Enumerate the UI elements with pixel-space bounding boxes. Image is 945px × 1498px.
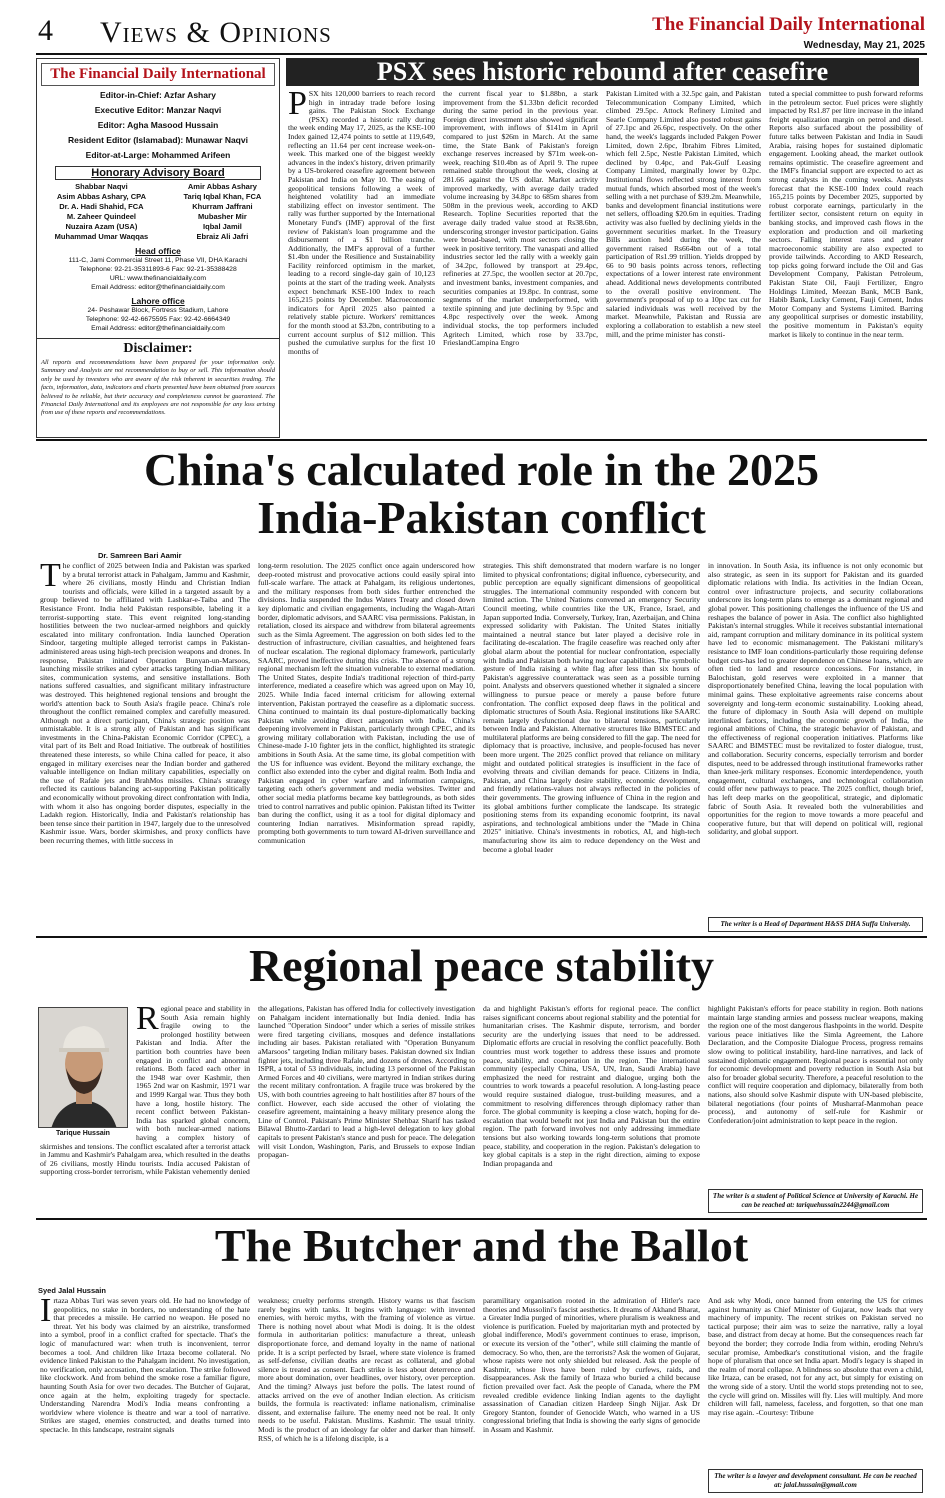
column-text: And ask why Modi, once banned from entering the US for crimes against humanity as Chief Minister of Gujarat, now leads that very machinery of impunity. The recent strikes on Pakistan served no tactical purpose; their aim was to seize the narrative, rally a loyal base, and distract from decay at home. But the consequences reach far beyond the border; they corrode India from within, eroding Nehru's secular promise, Ambedkar's constitutional vision, and the fragile hope of pluralism that once set India apart. Modi's legacy is shaped in the realm of moral collapse. A blindness so absolute that even a child, like Irtaza, can be erased, not for any act, but simply for existing on the wrong side of a story. Until the world stops pretending not to see, the cycle will grind on. Missiles will fly. Lies will multiply. And more children will fall, nameless, faceless, and forgotten, so that one man may rise again. -Courtesy: Tribune: [708, 1297, 923, 1417]
advisor-name: Muhammad Umar Waqqas: [54, 232, 149, 241]
column-text: da and highlight Pakistan's efforts for regional peace. The conflict raises significant concerns about regional stability and the potential for humanitarian crises. The Kashmir dispute, terrorism, and border security are the underlying issues that need to be addressed. Diplomatic efforts are crucial in resolving the conflict peacefully. Both countries must work together to address these issues and promote peace, stability, and cooperation in the region. The international community (especially China, USA, UN, Iran, Saudi Arabia) have emphasized the need for restraint and dialogue, urging both the countries to work towards a peaceful resolution. A long-lasting peace would require sustained dialogue, trust-building measures, and a commitment to resolving differences through diplomacy rather than force. The global community is keeping a close watch, hoping for de-escalation that would benefit not just India and Pakistan but the entire region. The path forward involves not only addressing immediate tensions but also working towards long-term solutions that promote peace, stability, and cooperation in the region. Pakistan's delegation to key global capitals is a step in the right direction, aiming to expose Indian propaganda and: [483, 1005, 700, 1168]
lahore-phone: Telephone: 92-42-6675595 Fax: 92-42-6664349: [85, 316, 231, 323]
masthead-title: The Financial Daily International: [41, 63, 275, 86]
editor-line: Editor: Agha Masood Hussain: [97, 120, 219, 130]
article-column: [254, 1297, 479, 1493]
editor-line: Executive Editor: Manzar Naqvi: [94, 105, 222, 115]
article-headline: Regional peace stability: [248, 940, 715, 991]
drop-cap: I: [40, 1297, 52, 1329]
advisor-name: Ebraiz Ali Jafri: [196, 232, 249, 241]
lead-article-body: [284, 90, 927, 436]
article-column: [704, 562, 927, 932]
article-column: [284, 90, 439, 436]
column-text: egional peace and stability in South Asia remain highly fragile owing to the prolonged hostility between Pakistan and India. After the partition both countries have been engaged in conflict and abnormal relations. Both faced each other in the 1948 war over Kashmir, then 1965 2nd war on Kashmir, 1971 war and 1999 Kargal war. Thus they both have a long, hostile history. The recent conflict between Pakistan-India has sparked global concern, with both nuclear-armed nations having a complex history of skirmishes and tensions. The conflict escalated after a terrorist attack in Jammu and Kashmir's Pahalgam area, which resulted in the deaths of 26 civilians, mostly Hindu tourists. India accused Pakistan of supporting cross-border terrorism, while Pakistan vehemently denied: [40, 1005, 250, 1177]
advisor-name: Mubasher Mir: [198, 212, 247, 221]
column-text: Pakistan Limited with a 32.5pc gain, and Pakistan Telecommunication Company Limited, which climbed 29.5pc. Attock Refinery Limited and Searle Company Limited also posted robust gains of 27.1pc and 26.6pc, respectively. On the other hand, the week's laggards included Pakgen Power Limited, down 2.6pc, Ibrahim Fibres Limited, which fell 2.5pc, Nestle Pakistan Limited, which declined by 0.4pc, and Pak-Gulf Leasing Company Limited, marginally lower by 0.2pc. Institutional flows reflected strong interest from mutual funds, which absorbed most of the week's selling with a net purchase of $39.2m. Meanwhile, banks and development financial institutions were net sellers, offloading $20.6m in equities. Trading activity was also fuelled by declining yields in the government securities market. In the Treasury Bills auction held during the week, the government raised Rs664bn out of a total participation of Rs1.99 trillion. Yields dropped by 66 to 90 basis points across tenors, reflecting expectations of a lower interest rate environment ahead. Additional news developments contributed to the overall positive environment. The government's proposal of up to a 10pc tax cut for salaried individuals was well received by the market. Meanwhile, Pakistan and Russia are exploring a collaboration to establish a new steel mill, and the prime minister has consti-: [606, 90, 761, 339]
article-column: [254, 1005, 479, 1213]
article-column: [479, 562, 704, 932]
article-body: [36, 1005, 927, 1213]
article-column: [36, 562, 254, 932]
editor-line: Editor-in-Chief: Azfar Ashary: [99, 90, 217, 100]
drop-cap: P: [288, 90, 307, 122]
article-column: [36, 1005, 254, 1213]
article-column: [439, 90, 602, 436]
author-note: The writer is a lawyer and development consultant. He can be reached at: jalal.hussain@gmail.com: [708, 1469, 923, 1493]
photo-spacer: [40, 1005, 136, 1141]
advisor-name: Nuzaira Azam (USA): [65, 222, 138, 231]
column-text: highlight Pakistan's efforts for peace stability in region. Both nations maintain large standing armies and possess nuclear weapons, making the region one of the most dangerous flashpoints in the world. Despite various peace initiatives like the Simla Agreement, the Lahore Declaration, and the Composite Dialogue Process, progress remains slow owing to political instability, hard-line narratives, and lack of sustained diplomatic engagement. Regional peace is essential not only for economic development and poverty reduction in South Asia but also for broader global security. Therefore, a peaceful resolution to the conflict will require cooperation and diplomacy, bilaterally from both nations, also should solve Kashmir dispute with UN-based plebiscite, bilateral negotiations (four points of Musharraf-Manmohan peace process), and autonomy of self-rule for Kashmir or Confederation/joint administration to kept peace in the region.: [708, 1005, 923, 1125]
article-body: [36, 1297, 927, 1493]
lahore-address: 24- Peshawar Block, Fortress Stadium, Lahore: [87, 307, 229, 314]
photo-caption: Tarique Hussain: [38, 1127, 128, 1139]
article-column: [765, 90, 927, 436]
column-text: rtaza Abbas Turi was seven years old. He had no knowledge of geopolitics, no stake in borders, no understanding of the hate that precedes a missile. He carried no weapon. He posed no threat. Yet his body was claimed by an airstrike, transformed into a symbol, proof in a conflict crafted for spectacle. That's the logic of manufactured war: when truth is inconvenient, terror becomes a tool. And children like Irtaza become collateral. No evidence linked Pakistan to the Pahalgam incident. No investigation, no verification, only accusation, then escalation. The strike followed like clockwork. And from behind the smoke rose a familiar figure, haunting South Asia for over two decades. The Butcher of Gujarat, once again at the helm, exploiting tragedy for spectacle. Understanding Narendra Modi's India means confronting a worldview where violence is theatre and war a tool of narrative. Strikes are staged, enemies constructed, and deaths turned into spectacle. In this landscape, restraint signals: [40, 1297, 250, 1434]
brand-name: The Financial Daily International: [652, 14, 925, 35]
advisory-column-left: [55, 182, 149, 242]
office-email[interactable]: Email Address: editor@thefinancialdaily.com: [91, 284, 225, 291]
author-note: The writer is a student of Political Science at University of Karachi. He can be reached at: tariquehussain2244@gmail.com: [708, 1189, 923, 1213]
article-column: [36, 1297, 254, 1493]
column-text: the allegations, Pakistan has offered India for collectively investigation on Pahalgam incident internationally but India denied. India has launched "Operation Sindoor" under which a series of missile strikes were fired targeting civilians, mosques and defence installations including air bases. Pakistan retaliated with "Operation Bunyanum aMarsoos" targeting Indian military bases. Pakistan downed six Indian fighter jets, including three Rafale, and dozens of drones. According to ISPR, a total of 53 individuals, including 13 personnel of the Pakistan Armed Forces and 40 civilians, were martyred in Indian strikes during the recent military confrontation. A fragile truce was brokered by the US, with both countries agreeing to halt hostilities after 87 hours of the conflict. However, each side accused the other of violating the ceasefire agreement, maintaining a heavy military presence along the Line of Control. Pakistan's Prime Minister Shehbaz Sharif has tasked Bilawal Bhutto-Zardari to lead a high-level delegation to key global capitals to present Pakistan's stance and push for peace. The delegation will visit London, Washington, Paris, and Brussels to expose Indian propagan-: [258, 1005, 475, 1160]
author-note: The writer is a Head of Department H&SS DHA Suffa University.: [708, 917, 923, 932]
headline-line: India-Pakistan conflict: [257, 492, 706, 544]
article-column: [602, 90, 765, 436]
article-headline: [36, 446, 927, 543]
article-column: [254, 562, 479, 932]
article-column: [479, 1005, 704, 1213]
page-header: [0, 0, 945, 56]
advisor-name: Shabbar Naqvi: [75, 182, 128, 191]
column-text: strategies. This shift demonstrated that modern warfare is no longer limited to physical confrontations; digital influence, cybersecurity, and public perception are equally significant dimensions of geopolitical struggles. The international community responded with concern but limited action. The United Nations convened an emergency Security Council meeting, while countries like the UK, France, Israel, and Japan supported India. Conversely, Turkey, Iran, Azerbaijan, and China expressed solidarity with Pakistan. The United States initially maintained a neutral stance but later played a decisive role in facilitating de-escalation. The fragile ceasefire was reached only after global alarm about the potential for nuclear confrontation, especially with India and Pakistan both having nuclear capabilities. The symbolic gesture of India raising a white flag after less than six hours of Pakistan's aggressive counterattack was seen as a possible turning point. Analysts and observers questioned whether it signaled a sincere willingness to pursue peace or merely a pause before future confrontation. The conflict exposed deep flaws in the political and diplomatic structures of South Asia. Regional institutions like SAARC remain largely dysfunctional due to bilateral tensions, particularly between India and Pakistan. Alternative structures like BIMSTEC and multilateral platforms are being considered to fill the gap. The need for diplomacy that is proactive, inclusive, and people-focused has never been more urgent. The 2025 conflict proved that reliance on military might and outdated political strategies is insufficient in the face of evolving threats and civilian demands for peace. Citizens in India, Pakistan, and China largely desire stability, economic development, and friendly relations-values not always reflected in the policies of their governments. The growing influence of China in the region and its global ambitions further complicate the landscape. Its strategic positioning stems from its expanding economic footprint, its naval aspirations, and technological ambitions under the "Made in China 2025" initiative. China's investments in robotics, AI, and high-tech manufacturing show its aim to reduce dependency on the West and become a global leader: [483, 562, 700, 854]
article-body: [36, 562, 927, 932]
column-text: tuted a special committee to push forward reforms in the petroleum sector. Fuel prices were slightly impacted by Rs1.87 per litre increase in the inland freight equalization margin on petrol and diesel. Reports also surfaced about the possibility of future talks between Pakistan and India in Saudi Arabia, raising hopes for sustained diplomatic engagement. Looking ahead, the market outlook remains optimistic. The ceasefire agreement and the IMF's financial support are expected to act as strong catalysts in the coming weeks. Analysts forecast that the KSE-100 Index could reach 165,215 points by December 2025, supported by robust corporate earnings, particularly in the fertilizer sector, consistent return on equity in banking stocks, and improved cash flows in the exploration and production and oil marketing sectors. Falling interest rates and greater macroeconomic stability are also expected to provide tailwinds. According to AKD Research, top picks going forward include the Oil and Gas Development Company, Pakistan Petroleum, Pakistan State Oil, Fauji Fertilizer, Engro Holdings Limited, Meezan Bank, MCB Bank, Habib Bank, Lucky Cement, Fauji Cement, Indus Motor Company and Systems Limited. Barring any geopolitical surprises or domestic instability, the positive momentum in Pakistan's equity market is likely to continue in the near term.: [769, 90, 923, 339]
column-text: the current fiscal year to $1.88bn, a stark improvement from the $1.33bn deficit recorded during the same period in the previous year. Foreign direct investment also showed significant improvement, with inflows of $141m in April compared to just $26m in March. At the same time, the State Bank of Pakistan's foreign exchange reserves increased by $71m week-on-week, reaching $10.4bn as of April 9. The rupee remained stable throughout the week, closing at 281.66 against the US dollar. Market activity improved markedly, with average daily traded volume increasing by 34.8pc to 685m shares from 508m in the previous week, according to AKD Research. Topline Securities reported that the average daily traded value stood at Rs38.6bn, underscoring stronger investor participation. Gains were broad-based, with most sectors closing the week in positive territory. The vanaspati and allied industries sector led the rally with a weekly gain of 34.2pc, followed by transport at 29.4pc, refineries at 27.5pc, the woollen sector at 20.7pc, and investment banks, investment companies, and securities companies at 19.8pc. In contrast, some segments of the market underperformed, with textile spinning and jute declining by 9.5pc and 4.8pc respectively over the week. Among individual stocks, the top performers included Agritech Limited, which rose by 33.7pc, FrieslandCampina Engro: [443, 90, 598, 348]
office-url[interactable]: URL: www.thefinancialdaily.com: [109, 275, 207, 282]
office-phone: Telephone: 92-21-35311893-6 Fax: 92-21-35388428: [79, 266, 237, 273]
office-address: 111-C, Jami Commercial Street 11, Phase VII, DHA Karachi: [68, 257, 248, 264]
section-divider: [36, 936, 927, 938]
lead-headline: PSX sees historic rebound after ceasefire: [286, 58, 919, 86]
column-text: long-term resolution. The 2025 conflict once again underscored how deep-rooted mistrust and provocative actions could easily spiral into full-scale warfare. The attack at Pahalgam, its religious undertones, and the military responses from both sides further entrenched the divisions. India suspended the Indus Waters Treaty and closed down key diplomatic and civilian engagements, including the Wagah-Attari border, diplomatic advisors, and SAARC visa permissions. Pakistan, in retaliation, closed its airspace and withdrew from bilateral agreements such as the Simla Agreement. The aggression on both sides led to the destruction of infrastructure, civilian casualties, and heightened fears of nuclear escalation. The regional diplomacy framework, particularly SAARC, proved ineffective during this crisis. The absence of a strong regional mechanism left the situation vulnerable to external mediation. The United States, despite India's traditional rejection of third-party interference, mediated a ceasefire which was agreed upon on May 10, 2025. While India faced internal criticism for allowing external intervention, Pakistan portrayed the ceasefire as a diplomatic success. China continued to maintain its dual posture-diplomatically backing Pakistan while avoiding direct antagonism with India. China's deepening involvement in Pakistan, particularly through CPEC, and its growing military collaboration with Pakistan, including the use of Chinese-made J-10 fighter jets in the conflict, highlighted its strategic ambitions in South Asia. At the same time, its global competition with the US for influence was evident. Beyond the military exchange, the conflict also extended into the cyber and digital realm. Both India and Pakistan engaged in cyber warfare and information campaigns, targeting each other's government and media websites. Twitter and other social media platforms became key battlegrounds, as both sides tried to control narratives and public opinion. Pakistan lifted its Twitter ban during the conflict, using it as a tool for digital diplomacy and countering Indian narratives. Misinformation spread rapidly, prompting both governments to turn toward AI-driven surveillance and communication: [258, 562, 475, 845]
lahore-email[interactable]: Email Address: editor@thefinancialdaily.com: [91, 325, 225, 332]
header-rule: [36, 53, 927, 55]
article-column: [704, 1005, 927, 1213]
advisor-name: Amir Abbas Ashary: [187, 182, 257, 191]
lahore-office-title: Lahore office: [131, 296, 185, 306]
page-number: 4: [38, 14, 53, 47]
advisor-name: Iqbal Jamil: [203, 222, 242, 231]
issue-date: Wednesday, May 21, 2025: [803, 40, 925, 51]
disclaimer-title: Disclaimer:: [37, 338, 279, 357]
disclaimer-text: All reports and recommendations have been prepared for your information only. Summary and Analysis are not recommendation to buy or sell. This information should only be used by investors who are aware of the risk inherent in securities trading. The facts, information, data, indicators and charts presented have been obtained from sources believed to be reliable, but their accuracy and completeness cannot be guaranteed. The Financial Daily International and its employees are not responsible for any loss arising from use of these reports and recommendations.: [41, 359, 275, 417]
column-text: paramilitary organisation rooted in the admiration of Hitler's race theories and Mussolini's fascist aesthetics. It dreams of Akhand Bharat, a Greater India purged of minorities, where pluralism is weakness and violence is purification. Fueled by majoritarian myth and protected by global indifference, Modi's government continues to erase, imprison, or execute its version of the "other", while still claiming the mantle of democracy. So who, then, are the terrorists? Ask the women of Gujarat, whose rapists were not only shielded but released. Ask the people of Kashmir, whose lives have been ruled by curfews, raids, and disappearances. Ask the family of Irtaza who buried a child because fiction prevailed over fact. Ask the people of Canada, where the PM revealed credible evidence linking Indian agents to the daylight assassination of Canadian citizen Hardeep Singh Nijjar. Ask Dr Gregory Stanton, founder of Genocide Watch, who warned in a US congressional briefing that India is showing the early signs of genocide in Assam and Kashmir.: [483, 1297, 700, 1434]
article-column: [704, 1297, 927, 1493]
editor-line: Editor-at-Large: Mohammed Arifeen: [85, 150, 231, 160]
masthead-box: [36, 58, 280, 438]
column-text: in innovation. In South Asia, its influence is not only economic but also strategic, as seen in its support for Pakistan and its guarded diplomatic relations with India. Its activities in the Indian Ocean, control over infrastructure projects, and security collaborations underscore its long-term plans to emerge as a dominant regional and global power. This positioning challenges the influence of the US and reshapes the balance of power in Asia. The conflict also highlighted Pakistan's internal struggles. While it receives substantial international aid, rampant corruption and military dominance in its political system have led to economic mismanagement. The Pakistani military's resistance to IMF loan conditions-particularly those requiring defense budget cuts-has led to greater dependence on Chinese loans, which are often tied to land and resource concessions. For instance, in Balochistan, gold reserves were exploited in a manner that disproportionately benefited China, leaving the local population with minimal gains. These exploitative agreements raise concerns about sovereignty and long-term economic sustainability. Looking ahead, the future of diplomacy in South Asia will depend on multiple interlinked factors, including the economic growth of India, the regional ambitions of China, the strategic behavior of Pakistan, and the effectiveness of regional cooperation initiatives. Platforms like SAARC and BIMSTEC must be revitalized to foster dialogue, trust, and collaboration. Security concerns, especially terrorism and border disputes, need to be addressed through institutional frameworks rather than knee-jerk military responses. Economic interdependence, youth engagement, cultural exchanges, and technological collaboration could offer new pathways to peace. The 2025 conflict, though brief, has left deep marks on the geopolitical, strategic, and diplomatic fabric of South Asia. It revealed both the vulnerabilities and opportunities for the region to move towards a more peaceful and cooperative future, but that will depend on political will, regional solidarity, and global support.: [708, 562, 923, 837]
advisor-name: Dr. A. Hadi Shahid, FCA: [59, 202, 144, 211]
advisor-name: M. Zaheer Quindeel: [66, 212, 137, 221]
advisor-name: Asim Abbas Ashary, CPA: [56, 192, 147, 201]
headline-line: China's calculated role in the 2025: [143, 444, 820, 495]
advisor-name: Khurram Jaffrani: [192, 202, 253, 211]
byline: Syed Jalal Hussain: [38, 1286, 106, 1295]
advisor-name: Tariq Iqbal Khan, FCA: [183, 192, 262, 201]
section-divider: [36, 439, 927, 441]
column-text: SX hits 120,000 barriers to reach record high in intraday trade before losing gains. The Pakistan Stock Exchange (PSX) recorded a historic rally during the week ending May 17, 2025, as the KSE-100 Index gained 12,474 points to settle at 119,649, reflecting an 11.64 per cent increase week-on-week. This marked one of the biggest weekly advances in the index's history, driven primarily by a US-brokered ceasefire agreement between Pakistan and India on May 10. The easing of geopolitical tensions following a week of heightened volatility had an immediate stabilizing effect on investor sentiment. The rally was further supported by the International Monetary Fund's (IMF) approval of the first review of Pakistan's loan programme and the disbursement of a $1 billion tranche. Additionally, the IMF's approval of a further $1.4bn under the Resilience and Sustainability Facility reinforced optimism in the market, leading to a record single-day gain of 10,123 points at the start of the trading week. Analysts expect benchmark KSE-100 Index to reach 165,215 points by December. Macroeconomic indicators for April 2025 also painted a relatively stable picture. Workers' remittances for the month stood at $3.2bn, contributing to a current account surplus of $12 million. This pushed the cumulative surplus for the first 10 months of: [288, 90, 435, 356]
column-text: weakness; cruelty performs strength. History warns us that fascism rarely begins with tanks. It begins with language: with invented enemies, with heroic myths, with the framing of violence as virtue. There is nothing novel about what Modi is doing. It is the oldest formula in authoritarian politics: manufacture a threat, unleash disproportionate force, and demand loyalty in the name of national pride. It is a script perfected by Israel, where state violence is framed as self-defense, civilian deaths are recast as collateral, and global silence is treated as consent. Each strike is less about deterrence and more about domination, over headlines, over history, over perception. And the timing? Always just before the polls. The latest round of attacks arrived on the eve of another Indian election. As criticism builds, the formula is reactivated: inflame nationalism, criminalise dissent, and externalise failure. The enemy need not be real. It only needs to be useful. Pakistan. Muslims. Kashmir. The usual trinity. Modi is the product of an ideology far older and darker than himself. RSS, of which he is a lifelong disciple, is a: [258, 1297, 475, 1443]
head-office-title: Head office: [135, 246, 181, 256]
article-column: [479, 1297, 704, 1493]
drop-cap: T: [40, 562, 61, 594]
advisory-column-right: [184, 182, 262, 242]
column-text: he conflict of 2025 between India and Pakistan was sparked by a brutal terrorist attack in Pahalgam, Jammu and Kashmir, where 26 civilians, mostly Hindu and Christian Indian tourists and officials, were killed in a targeted assault by a group believed to be affiliated with Lashkar-e-Taiba and The Resistance Front. India held Pakistan responsible, labeling it a terrorist-supporting state. This event reignited long-standing hostilities between the two nuclear-armed neighbors and quickly escalated into military confrontation. India launched Operation Sindoor, targeting multiple alleged terrorist camps in Pakistan-administered areas using high-tech precision weapons and drones. In response, Pakistan initiated Operation Bunyan-un-Marsoos, launching missile strikes and cyber attacks targeting Indian military sites, communication systems, and sensitive installations. Both nations suffered casualties, and significant military infrastructure was destroyed. This heightened regional tensions and brought the world's attention back to South Asia's fragile peace. China's role throughout the conflict remained complex and carefully measured. Although not a direct participant, China's strategic position was unmistakable. It is a strong ally of Pakistan and has significant investments in the China-Pakistan Economic Corridor (CPEC), a vital part of its Belt and Road Initiative. The outbreak of hostilities threatened these interests, so while China called for peace, it also engaged in military exercises near the Indian border and gathered valuable intelligence on Indian military capabilities, especially on the use of Rafale jets and BrahMos missiles. China's strategy reflected its cautious balancing act-supporting Pakistan politically and economically without provoking direct confrontation with India, with whom it also has ongoing border disputes, especially in the Ladakh region. Historically, India and Pakistan's relationship has been tense since their partition in 1947, largely due to the unresolved Kashmir issue. Wars, border skirmishes, and proxy conflicts have been recurring themes, with little success in: [40, 562, 250, 845]
editor-line: Resident Editor (Islamabad): Munawar Naqvi: [68, 135, 248, 145]
drop-cap: R: [136, 1005, 159, 1037]
advisory-board-title: Honorary Advisory Board: [55, 166, 261, 180]
article-headline: The Butcher and the Ballot: [214, 1220, 749, 1271]
advisory-board-list: [37, 182, 279, 242]
byline: Dr. Samreen Bari Aamir: [98, 551, 182, 560]
section-title: Views & Opinions: [100, 16, 332, 49]
